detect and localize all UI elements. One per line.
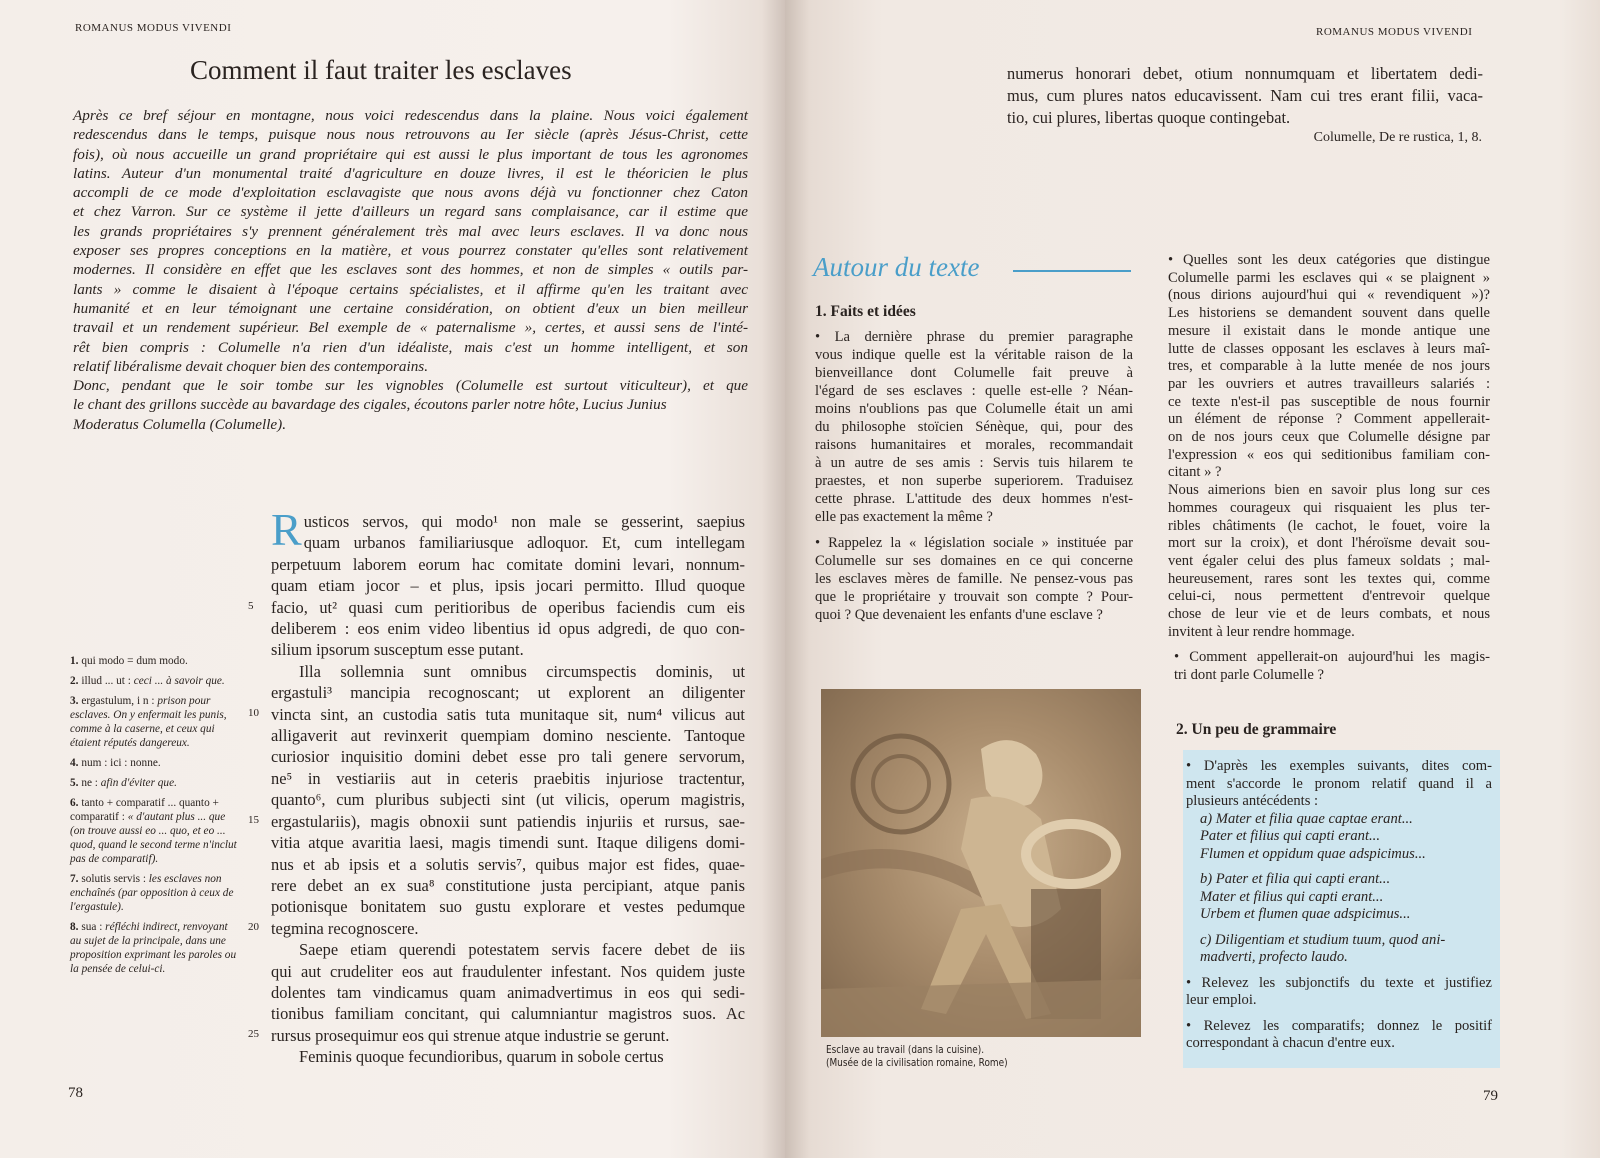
footnote xyxy=(70,776,240,790)
text-line: Nous aimerions bien en savoir plus long sur ces xyxy=(1168,482,1490,499)
text-line: humanité et en leur témoignant une certaine considération, on obtient d'eux un bien meilleur xyxy=(73,299,748,317)
text-line: fois), où nous accueille un grand propriétaire qui est aussi le plus important de tous les agronomes xyxy=(73,145,748,163)
text-line: les grands propriétaires s'y prennent généralement très mal avec leurs esclaves. Il va donc nous xyxy=(73,222,748,240)
footnote-term: qui modo = dum modo. xyxy=(81,655,188,667)
footnote xyxy=(70,796,240,866)
text-line: Columelle sur ses domaines en ce qui concerne xyxy=(815,553,1133,569)
citation: Columelle, De re rustica, 1, 8. xyxy=(1313,130,1482,145)
text-line: elle pas exactement la même ? xyxy=(815,509,993,525)
text-line: chose de leur vie et de leurs combats, et nous xyxy=(1168,606,1490,623)
text-line: • D'après les exemples suivants, dites com- xyxy=(1186,758,1492,774)
text-line: l'expression « eos qui seditionibus familiam con- xyxy=(1168,446,1490,463)
text-line: rere debet an ex sua⁸ constitutione justa percipiant, atque panis xyxy=(271,875,745,895)
text-line: vent égaler celui des plus fameux soldats ; mal- xyxy=(1168,552,1490,569)
text-line: quam etiam jocor – et plus, ipsis jocari permitto. Illud quoque xyxy=(271,576,745,596)
text-line: ergastuli³ mancipia recognoscant; ut explorent an diligenter xyxy=(271,683,745,703)
line-number: 25 xyxy=(248,1028,259,1040)
questions-col2 xyxy=(1168,252,1490,685)
text-line: tres, et comparable à la lutte menée de nos jours xyxy=(1168,358,1490,375)
caption-line: Esclave au travail (dans la cuisine). xyxy=(826,1044,985,1056)
title-rule xyxy=(1013,270,1131,272)
photo-caption xyxy=(826,1044,1008,1070)
text-line: • Comment appellerait-on aujourd'hui les magis- xyxy=(1174,649,1490,666)
text-line: Pater et filius qui capti erant... xyxy=(1200,828,1380,844)
text-line: l'égard de ses esclaves : quelle est-elle ? Néan- xyxy=(815,383,1133,399)
page-number-left: 78 xyxy=(68,1085,83,1101)
text-line: usticos servos, qui modo¹ non male se gesserint, saepius xyxy=(303,512,745,531)
footnote-number: 4. xyxy=(70,757,79,769)
text-line: moins n'oublions pas que Columelle était un ami xyxy=(815,401,1133,417)
footnote xyxy=(70,756,240,770)
text-line: on de nos jours ceux que Columelle désigne par xyxy=(1168,429,1490,446)
text-line: et chez Varron. Sur ce système il jette d'ailleurs un regard sans complaisance, car il estime que xyxy=(73,203,748,221)
text-line: vous indique quelle est la véritable raison de la xyxy=(815,347,1133,363)
footnote-term: ne : xyxy=(81,777,98,789)
grammar-exercises xyxy=(1186,758,1492,1053)
text-line: leur emploi. xyxy=(1186,992,1257,1008)
footnote-gloss: ceci ... à savoir que. xyxy=(133,675,225,687)
footnote-number: 7. xyxy=(70,873,79,885)
text-line: • Rappelez la « législation sociale » instituée par xyxy=(815,535,1133,551)
page-title: Comment il faut traiter les esclaves xyxy=(190,55,572,85)
text-line: potionisque bonitatem suo gustu explorare et vestes pedumque xyxy=(271,897,745,917)
footnote xyxy=(70,920,240,976)
footnote-number: 1. xyxy=(70,655,79,667)
text-line: accompli de ce mode d'exploitation esclavagiste que nous avons déjà vu fonctionner chez Caton xyxy=(73,184,748,202)
text-line: b) Pater et filia qui capti erant... xyxy=(1200,871,1391,887)
text-line: ribles châtiments (le cachot, le fouet, voire la xyxy=(1168,517,1490,534)
text-line: • Relevez les comparatifs; donnez le positif xyxy=(1186,1017,1492,1034)
text-line: quam urbanos familiariusque adloquor. Et, cum intellegam xyxy=(303,533,745,553)
line-number: 15 xyxy=(248,814,259,826)
footnote xyxy=(70,674,240,688)
text-line: • La dernière phrase du premier paragraphe xyxy=(815,329,1133,345)
text-line: invitent à leur rendre hommage. xyxy=(1168,623,1355,640)
text-line: (nous dirions aujourd'hui qui « revendiquent »)? xyxy=(1168,287,1490,304)
text-line: Moderatus Columella (Columelle). xyxy=(73,415,287,433)
text-line: cette phrase. L'attitude des deux hommes n'est- xyxy=(815,491,1133,507)
text-line: • Quelles sont les deux catégories que distingue xyxy=(1168,252,1490,268)
text-line: c) Diligentiam et studium tuum, quod ani- xyxy=(1200,931,1446,948)
text-line: Feminis quoque fecundioribus, quarum in sobole certus xyxy=(299,1047,664,1067)
text-line: ergastulariis), magis obnoxii sunt patiendis injuriis et rursus, sae- xyxy=(271,811,745,831)
text-line: vincta sint, an custodia satis tuta munitaque sit, num⁴ vilicus aut xyxy=(271,704,745,724)
text-line: quoi ? Que devenaient les enfants d'une esclave ? xyxy=(815,607,1103,623)
footnote-gloss: réfléchi indirect, renvoyant au sujet de la principale, dans une proposition exprimant les paroles ou la pensée de celui-ci. xyxy=(70,921,237,975)
footnote-number: 8. xyxy=(70,921,79,933)
text-line: mus, cum plures natos educavissent. Nam cui tres erant filii, vaca- xyxy=(1007,86,1483,105)
subheading-grammaire: 2. Un peu de grammaire xyxy=(1176,721,1337,738)
text-line: Donc, pendant que le soir tombe sur les vignobles (Columelle est surtout viticulteur), et que xyxy=(73,377,748,395)
latin-continuation xyxy=(1007,63,1483,129)
text-line: perpetuum laborem eorum hac comitate domini levari, nonnum- xyxy=(271,554,745,574)
caption-line: (Musée de la civilisation romaine, Rome) xyxy=(826,1057,1008,1069)
text-line: nus et ab ipsis et a solutis servis⁷, quibus major est fides, quae- xyxy=(271,854,745,874)
footnote-number: 5. xyxy=(70,777,79,789)
footnote-term: ergastulum, i n : xyxy=(81,695,155,707)
text-line: exposer ses propres conceptions en la matière, et vous pourrez constater qu'elles sont relativement xyxy=(73,242,748,260)
text-line: numerus honorari debet, otium nonnumquam et libertatem dedi- xyxy=(1007,64,1483,83)
page-number-right: 79 xyxy=(1483,1088,1498,1104)
text-line: que le propriétaire y trouvait son compte ? Pour- xyxy=(815,589,1133,605)
text-line: correspondant à chacun d'entre eux. xyxy=(1186,1035,1395,1051)
text-line: heureusement, rares sont les textes qui, comme xyxy=(1168,570,1490,587)
text-line: relatif libéralisme devait choquer bien des contemporains. xyxy=(73,357,429,375)
text-line: deliberem : eos enim video libentius id opus adgredi, de quo con- xyxy=(271,619,745,639)
line-number: 5 xyxy=(248,600,254,612)
text-line: curiosior inquisitio domini debet esse pro tali genere servorum, xyxy=(271,747,745,767)
text-line: raisons humanitaires et morales, recommandait xyxy=(815,437,1133,453)
text-line: plusieurs antécédents : xyxy=(1186,793,1319,809)
text-line: rursus prosequimur eos qui strenue atque industrie se gerunt. xyxy=(271,1025,670,1045)
text-line: qui aut crudeliter eos aut fraudulenter infestant. Nos quidem juste xyxy=(271,961,745,981)
footnote xyxy=(70,872,240,914)
intro-text xyxy=(73,106,748,434)
footnote-gloss: afin d'éviter que. xyxy=(100,777,177,789)
text-line: alligaverit aut revinxerit quempiam domino nesciente. Tantoque xyxy=(271,726,745,746)
footnote-gloss: les esclaves non enchaînés (par opposition à ceux de l'ergastule). xyxy=(70,873,234,913)
running-head-right: ROMANUS MODUS VIVENDI xyxy=(1316,26,1473,38)
text-line: praestes, et non superbe superiorem. Traduisez xyxy=(815,473,1133,489)
text-line: Flumen et oppidum quae adspicimus... xyxy=(1200,845,1426,862)
text-line: tegmina recognoscere. xyxy=(271,918,419,938)
drop-cap: R xyxy=(271,504,302,555)
text-line: • Relevez les subjonctifs du texte et justifiez xyxy=(1186,974,1492,991)
text-line: lutte de classes opposant les esclaves à leurs maî- xyxy=(1168,340,1490,357)
text-line: ce texte n'est-il pas susceptible de nous fournir xyxy=(1168,393,1490,410)
text-line: citant » ? xyxy=(1168,464,1222,481)
text-line: ne⁵ in vestiariis aut in ceteris praebitis injuriose tractentur, xyxy=(271,768,745,788)
footnote-term: num : ici : nonne. xyxy=(81,757,161,769)
text-line: redescendus dans le temps, puisque nous nous retrouvons au Ier siècle (après Jésus-Christ, cette xyxy=(73,126,748,144)
text-line: bienveillance dont Columelle fait preuve à xyxy=(815,365,1133,381)
footnote-number: 6. xyxy=(70,797,79,809)
footnote xyxy=(70,694,240,750)
text-line: celui-ci, nous permettent d'entrevoir quelque xyxy=(1168,588,1490,605)
text-line: madverti, profecto laudo. xyxy=(1200,949,1348,965)
text-line: silium ipsorum susceptum esse putant. xyxy=(271,640,524,660)
text-line: mort sur la croix), et dont l'héroïsme devait sou- xyxy=(1168,535,1490,552)
footnote-term: sua : xyxy=(81,921,103,933)
text-line: du philosophe stoïcien Sénèque, qui, pour des xyxy=(815,419,1133,435)
text-line: quanto⁶, cum pluribus subjecti sint (ut vilicis, operum magistris, xyxy=(271,790,745,810)
running-head-left: ROMANUS MODUS VIVENDI xyxy=(75,22,232,34)
text-line: dolentes tam vindicamus quam animadvertimus in eos qui sedi- xyxy=(271,982,745,1002)
text-line: vitia atque avaritia laesi, magis timendi sunt. Itaque diligens domi- xyxy=(271,833,745,853)
text-line: tio, cui plures, libertas quoque contingebat. xyxy=(1007,108,1291,127)
section-title: Autour du texte xyxy=(813,252,980,282)
footnote-number: 3. xyxy=(70,695,79,707)
text-line: Saepe etiam querendi potestatem servis facere debet de iis xyxy=(299,940,745,960)
footnote-term: tanto + comparatif ... quanto + comparatif : xyxy=(70,797,219,823)
line-number: 20 xyxy=(248,921,259,933)
relief-photo xyxy=(821,689,1141,1037)
text-line: le chant des grillons succède au bavardage des cigales, écoutons parler notre hôte, Lucius Junius xyxy=(73,396,667,414)
text-line: Columelle parmi les esclaves qui « se plaignent » xyxy=(1168,269,1490,286)
text-line: à un autre de ses amis : Servis tuis hilarem te xyxy=(815,455,1133,471)
footnotes xyxy=(70,654,240,982)
latin-text xyxy=(271,504,745,1068)
footnote-gloss: prison pour esclaves. On y enfermait les punis, comme à la caserne, et ceux qui étaient réputés dangereux. xyxy=(70,695,227,749)
text-line: les esclaves mères de famille. Ne pensez-vous pas xyxy=(815,571,1133,587)
footnote-gloss: « d'autant plus ... que (on trouve aussi eo ... quo, et eo ... quod, quand le second terme n'inclut pas de comparatif). xyxy=(70,811,237,865)
footnote-term: solutis servis : xyxy=(81,873,146,885)
text-line: ment s'accorde le pronom relatif quand il a xyxy=(1186,775,1492,792)
text-line: modernes. Il considère en effet que les esclaves sont des hommes, et non de simples « outils par- xyxy=(73,261,748,279)
text-line: Illa sollemnia sunt omnibus circumspectis dominis, ut xyxy=(299,661,745,681)
text-line: un élément de réponse ? Comment appellerait- xyxy=(1168,411,1490,428)
footnote xyxy=(70,654,240,668)
text-line: latins. Auteur d'un monumental traité d'agriculture en douze livres, il est le théoricien le plus xyxy=(73,164,748,182)
text-line: lants » comme le disaient à l'époque certains spécialistes, et il affirme qu'en les traitant avec xyxy=(73,280,748,298)
text-line: par les ouvriers et autres travailleurs salariés : xyxy=(1168,375,1490,392)
footnote-number: 2. xyxy=(70,675,79,687)
text-line: travail et un rendement supérieur. Bel exemple de « paternalisme », certes, et aussi sens de l'inté- xyxy=(73,319,748,337)
text-line: rêt bien compris : Columelle n'a rien d'un idéaliste, mais c'est un homme intelligent, et son xyxy=(73,338,748,356)
text-line: mesure il existait dans le monde antique une xyxy=(1168,322,1490,339)
text-line: hommes courageux qui risquaient les plus ter- xyxy=(1168,499,1490,516)
text-line: Mater et filius qui capti erant... xyxy=(1200,888,1384,905)
text-line: a) Mater et filia quae captae erant... xyxy=(1200,810,1413,827)
text-line: tionibus familiam concitant, qui calumniantur magistros suos. Ac xyxy=(271,1004,745,1024)
line-number: 10 xyxy=(248,707,259,719)
text-line: Urbem et flumen quae adspicimus... xyxy=(1200,906,1411,922)
text-line: Les historiens se demandent souvent dans quelle xyxy=(1168,305,1490,322)
text-line: facio, ut² quasi cum peritioribus de operibus faciendis cum eis xyxy=(271,597,745,617)
text-line: tri dont parle Columelle ? xyxy=(1174,667,1324,684)
questions-col1 xyxy=(815,328,1133,624)
footnote-term: illud ... ut : xyxy=(81,675,131,687)
subheading-faits: 1. Faits et idées xyxy=(815,303,916,320)
text-line: Après ce bref séjour en montagne, nous voici redescendus dans la plaine. Nous voici également xyxy=(73,107,748,124)
